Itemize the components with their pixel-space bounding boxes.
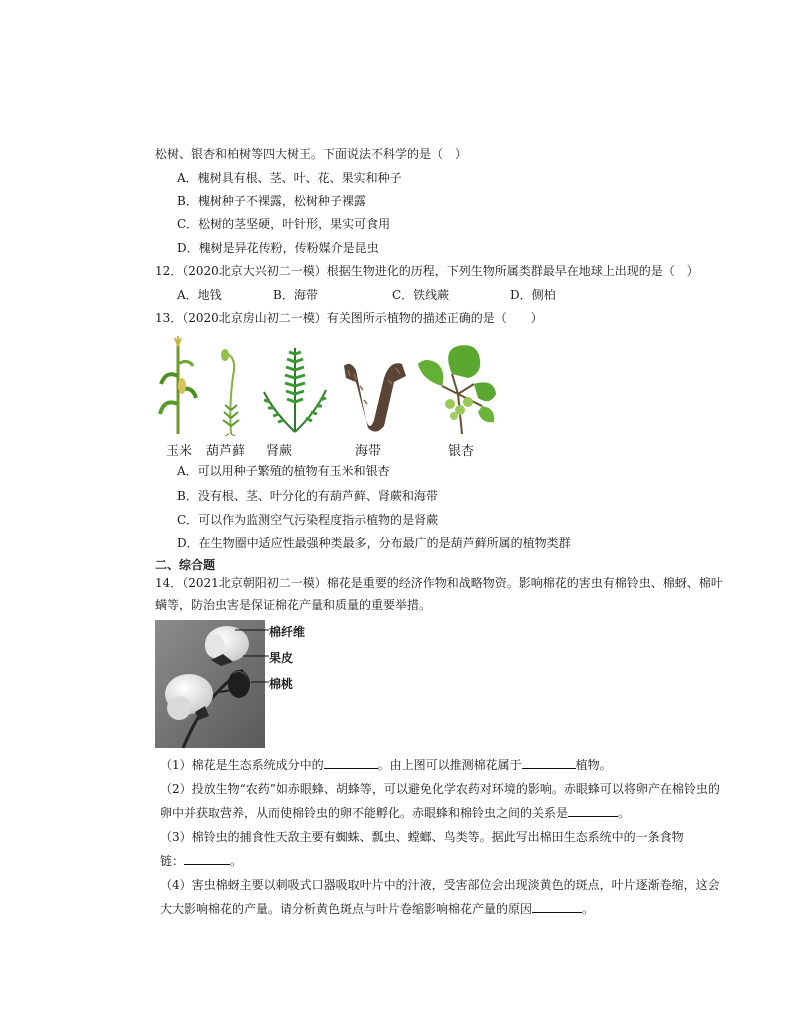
answer-blank-3[interactable] xyxy=(568,805,618,817)
q14-sub4-line1: （4）害虫棉蚜主要以刺吸式口器吸取叶片中的汁液，受害部位会出现淡黄色的斑点，叶片逐渐卷缩，这会 xyxy=(160,878,720,892)
q14-sub2-text-b: 。 xyxy=(618,806,631,820)
q14-sub4-line2 xyxy=(160,901,594,917)
q12-option-c: C．铁线蕨 xyxy=(392,288,450,302)
cotton-boll-label: 棉桃 xyxy=(269,677,294,691)
q14-sub2-line1: （2）投放生物“农药”如赤眼蜂、胡蜂等，可以避免化学农药对环境的影响。赤眼蜂可以将卵产在棉铃虫的 xyxy=(160,782,720,796)
q14-sub3-text-b: 。 xyxy=(230,854,243,868)
q13-stem: 13．（2020北京房山初二一模）有关图所示植物的描述正确的是（ ） xyxy=(155,311,543,325)
q11-option-c: C．松树的茎坚硬，叶针形，果实可食用 xyxy=(177,217,391,231)
q14-stem-line2: 螨等，防治虫害是保证棉花产量和质量的重要举措。 xyxy=(155,598,432,612)
fern-label: 肾蕨 xyxy=(266,444,293,459)
q12-stem: 12．（2020北京大兴初二一模）根据生物进化的历程，下列生物所属类群最早在地球上出现的是（ ） xyxy=(155,264,699,278)
kelp-label: 海带 xyxy=(355,444,382,459)
q14-sub1 xyxy=(160,757,612,773)
cotton-fiber-label: 棉纤维 xyxy=(269,625,306,639)
answer-blank-2[interactable] xyxy=(522,757,576,769)
answer-blank-1[interactable] xyxy=(324,757,378,769)
moss-plant-icon xyxy=(213,346,249,436)
q14-stem-line1: 14．（2021北京朝阳初二一模）棉花是重要的经济作物和战略物资。影响棉花的害虫有棉铃虫、棉蚜、棉叶 xyxy=(155,576,723,590)
q12-option-a: A．地钱 xyxy=(177,288,222,302)
q14-sub1-text-c: 植物。 xyxy=(575,758,612,772)
q11-option-b: B．槐树种子不裸露，松树种子裸露 xyxy=(177,194,366,208)
kelp-plant-icon xyxy=(340,356,408,436)
q14-sub4-text-b: 。 xyxy=(582,902,595,916)
q14-sub3-line2 xyxy=(160,853,242,869)
q11-stem: 松树、银杏和柏树等四大树王。下面说法不科学的是（ ） xyxy=(155,147,468,161)
answer-blank-5[interactable] xyxy=(532,901,582,913)
section-title: 二、综合题 xyxy=(155,558,216,572)
q13-option-c: C．可以作为监测空气污染程度指示植物的是肾蕨 xyxy=(177,513,439,527)
q13-option-b: B．没有根、茎、叶分化的有葫芦藓、肾蕨和海带 xyxy=(177,489,438,503)
q14-sub3-text-a: 链： xyxy=(160,854,185,868)
q12-option-b: B．海带 xyxy=(273,288,318,302)
q14-sub2-line2 xyxy=(160,805,630,821)
q14-sub1-text-b: 。由上图可以推测棉花属于 xyxy=(377,758,522,772)
moss-label: 葫芦藓 xyxy=(206,444,246,459)
q14-sub2-text-a: 卵中并获取营养，从而使棉铃虫的卵不能孵化。赤眼蜂和棉铃虫之间的关系是 xyxy=(160,806,569,820)
q13-option-a: A．可以用种子繁殖的植物有玉米和银杏 xyxy=(177,464,390,478)
q11-option-a: A．槐树具有根、茎、叶、花、果实和种子 xyxy=(177,171,402,185)
corn-plant-icon xyxy=(158,336,198,436)
q12-option-d: D．侧柏 xyxy=(510,288,556,302)
fern-plant-icon xyxy=(260,342,330,434)
ginkgo-label: 银杏 xyxy=(448,444,475,459)
q13-option-d: D．在生物圈中适应性最强种类最多，分布最广的是葫芦藓所属的植物类群 xyxy=(177,536,571,550)
q14-sub3-line1: （3）棉铃虫的捕食性天敌主要有蜘蛛、瓢虫、螳螂、鸟类等。据此写出棉田生态系统中的一条食物 xyxy=(160,830,684,844)
q11-option-d: D．槐树是异花传粉，传粉媒介是昆虫 xyxy=(177,241,379,255)
pericarp-label: 果皮 xyxy=(269,651,294,665)
q14-sub1-text-a: （1）棉花是生态系统成分中的 xyxy=(160,758,324,772)
ginkgo-plant-icon xyxy=(412,344,500,436)
corn-label: 玉米 xyxy=(166,444,193,459)
q14-sub4-text-a: 大大影响棉花的产量。请分析黄色斑点与叶片卷缩影响棉花产量的原因 xyxy=(160,902,533,916)
answer-blank-4[interactable] xyxy=(184,853,230,865)
